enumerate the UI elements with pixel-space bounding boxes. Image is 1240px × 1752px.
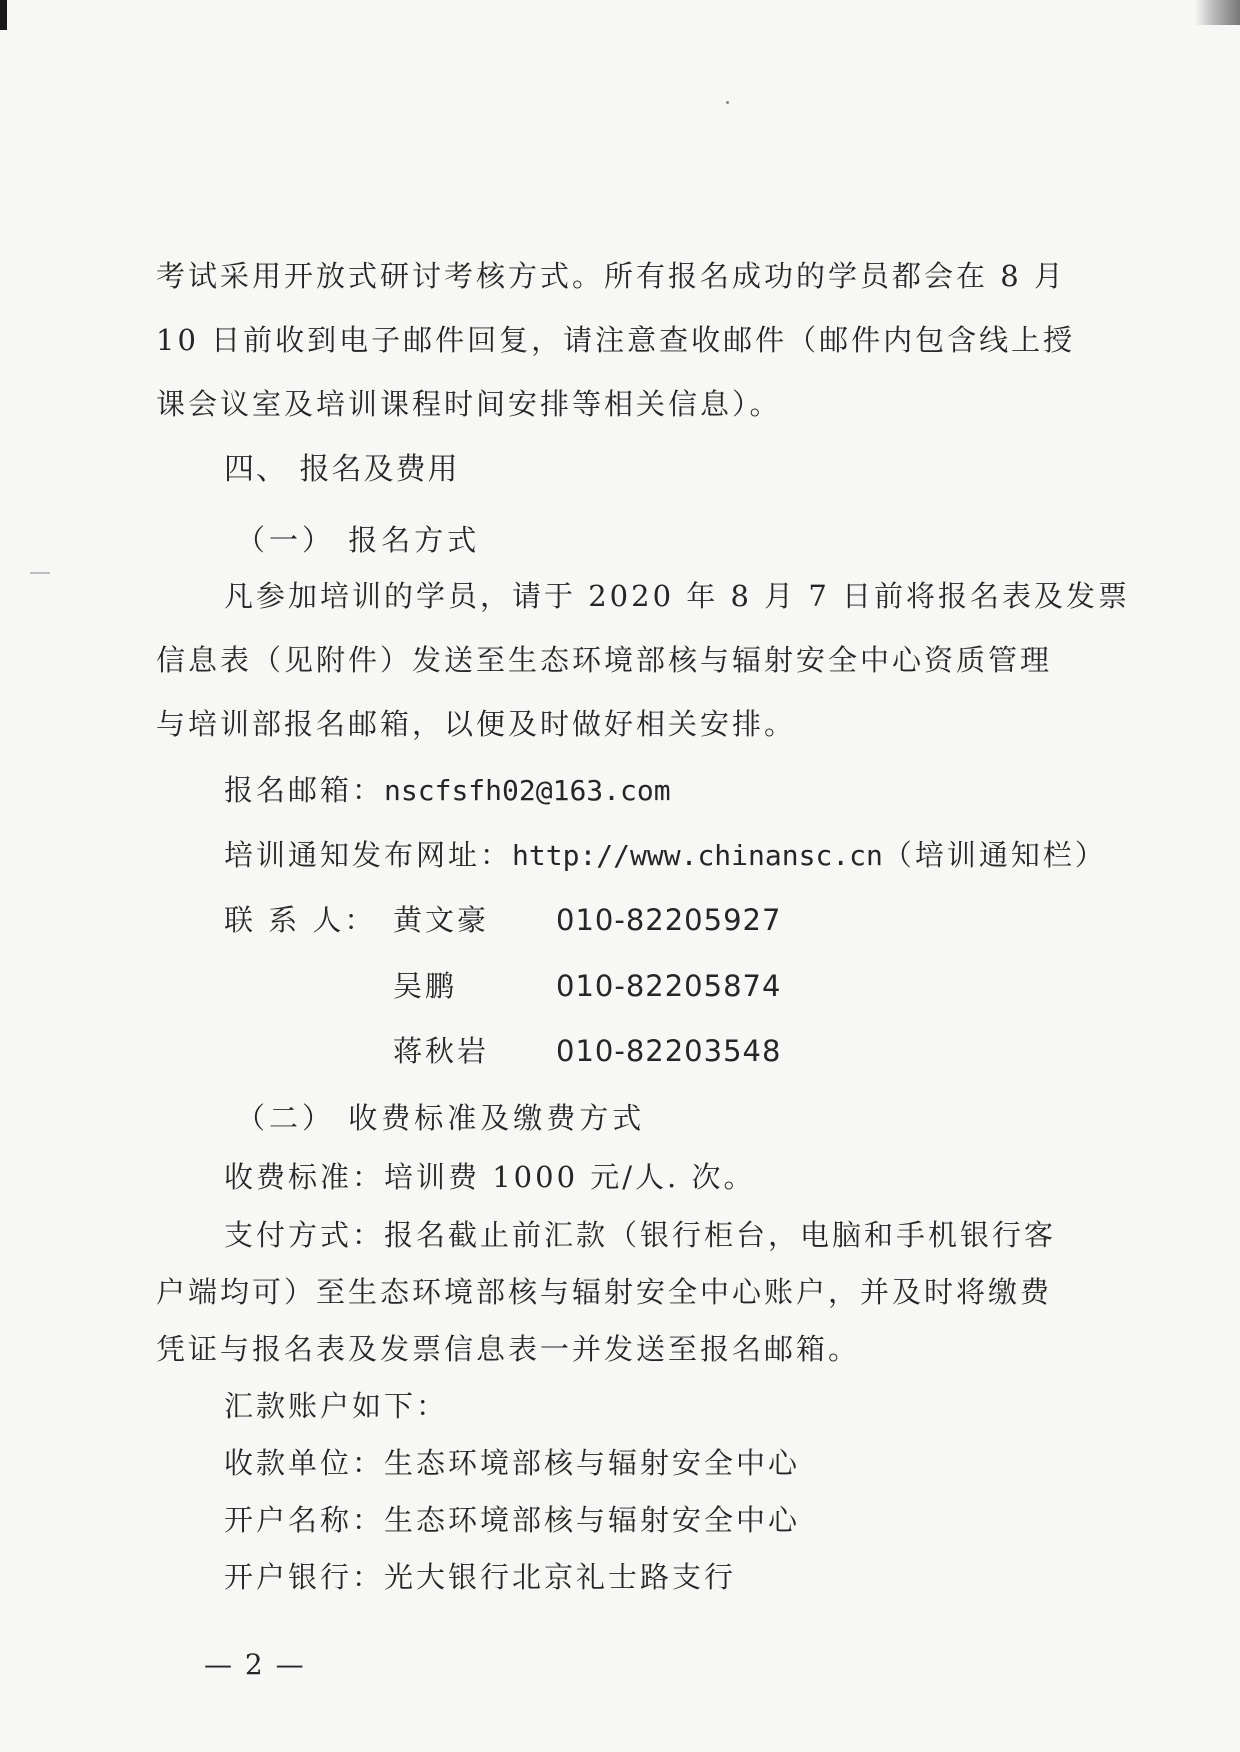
subsection-heading: （一） 报名方式: [236, 523, 481, 557]
account-name-line: 开户名称：生态环境部核与辐射安全中心: [224, 1503, 801, 1537]
contact-label: 联 系 人：: [224, 903, 377, 937]
paragraph-line: 凡参加培训的学员，请于 2020 年 8 月 7 日前将报名表及发票: [224, 579, 1131, 613]
paragraph-line: 支付方式：报名截止前汇款（银行柜台，电脑和手机银行客: [224, 1218, 1057, 1252]
payee-line: 收款单位：生态环境部核与辐射安全中心: [224, 1446, 801, 1480]
paragraph-line: 课会议室及培训课程时间安排等相关信息）。: [156, 387, 782, 421]
paragraph-line: 考试采用开放式研讨考核方式。所有报名成功的学员都会在 8 月: [156, 259, 1066, 293]
contact-name: 黄文豪: [393, 903, 490, 937]
bank-line: 开户银行：光大银行北京礼士路支行: [224, 1560, 737, 1594]
url-label: 培训通知发布网址：: [224, 838, 513, 872]
email-line: [224, 770, 671, 811]
contact-phone: 010-82205927: [556, 903, 782, 937]
paragraph-line: 户端均可）至生态环境部核与辐射安全中心账户，并及时将缴费: [156, 1275, 1053, 1309]
scan-mark: [30, 572, 50, 574]
paragraph-line: 信息表（见附件）发送至生态环境部核与辐射安全中心资质管理: [156, 643, 1053, 677]
email-value: nscfsfh02@163.com: [384, 774, 671, 807]
contact-phone: 010-82205874: [556, 969, 782, 1003]
page-number: — 2 —: [204, 1648, 306, 1681]
contact-phone: 010-82203548: [556, 1034, 782, 1068]
scan-corner-shadow: [1195, 0, 1240, 25]
scan-dot: [726, 101, 729, 104]
subsection-heading: （二） 收费标准及缴费方式: [236, 1101, 646, 1135]
contact-name: 蒋秋岩: [393, 1034, 490, 1068]
url-suffix: （培训通知栏）: [882, 838, 1107, 872]
account-intro: 汇款账户如下：: [224, 1389, 449, 1423]
url-line: [224, 835, 1107, 876]
email-label: 报名邮箱：: [224, 773, 385, 807]
paragraph-line: 10 日前收到电子邮件回复，请注意查收邮件（邮件内包含线上授: [156, 323, 1076, 357]
scan-edge-mark: [0, 0, 7, 30]
paragraph-line: 与培训部报名邮箱，以便及时做好相关安排。: [156, 707, 797, 741]
paragraph-line: 凭证与报名表及发票信息表一并发送至报名邮箱。: [156, 1332, 861, 1366]
contact-name: 吴鹏: [393, 969, 458, 1003]
url-value: http://www.chinansc.cn: [512, 839, 883, 872]
section-heading: 四、 报名及费用: [224, 452, 460, 487]
fee-line: 收费标准：培训费 1000 元/人. 次。: [224, 1160, 756, 1194]
